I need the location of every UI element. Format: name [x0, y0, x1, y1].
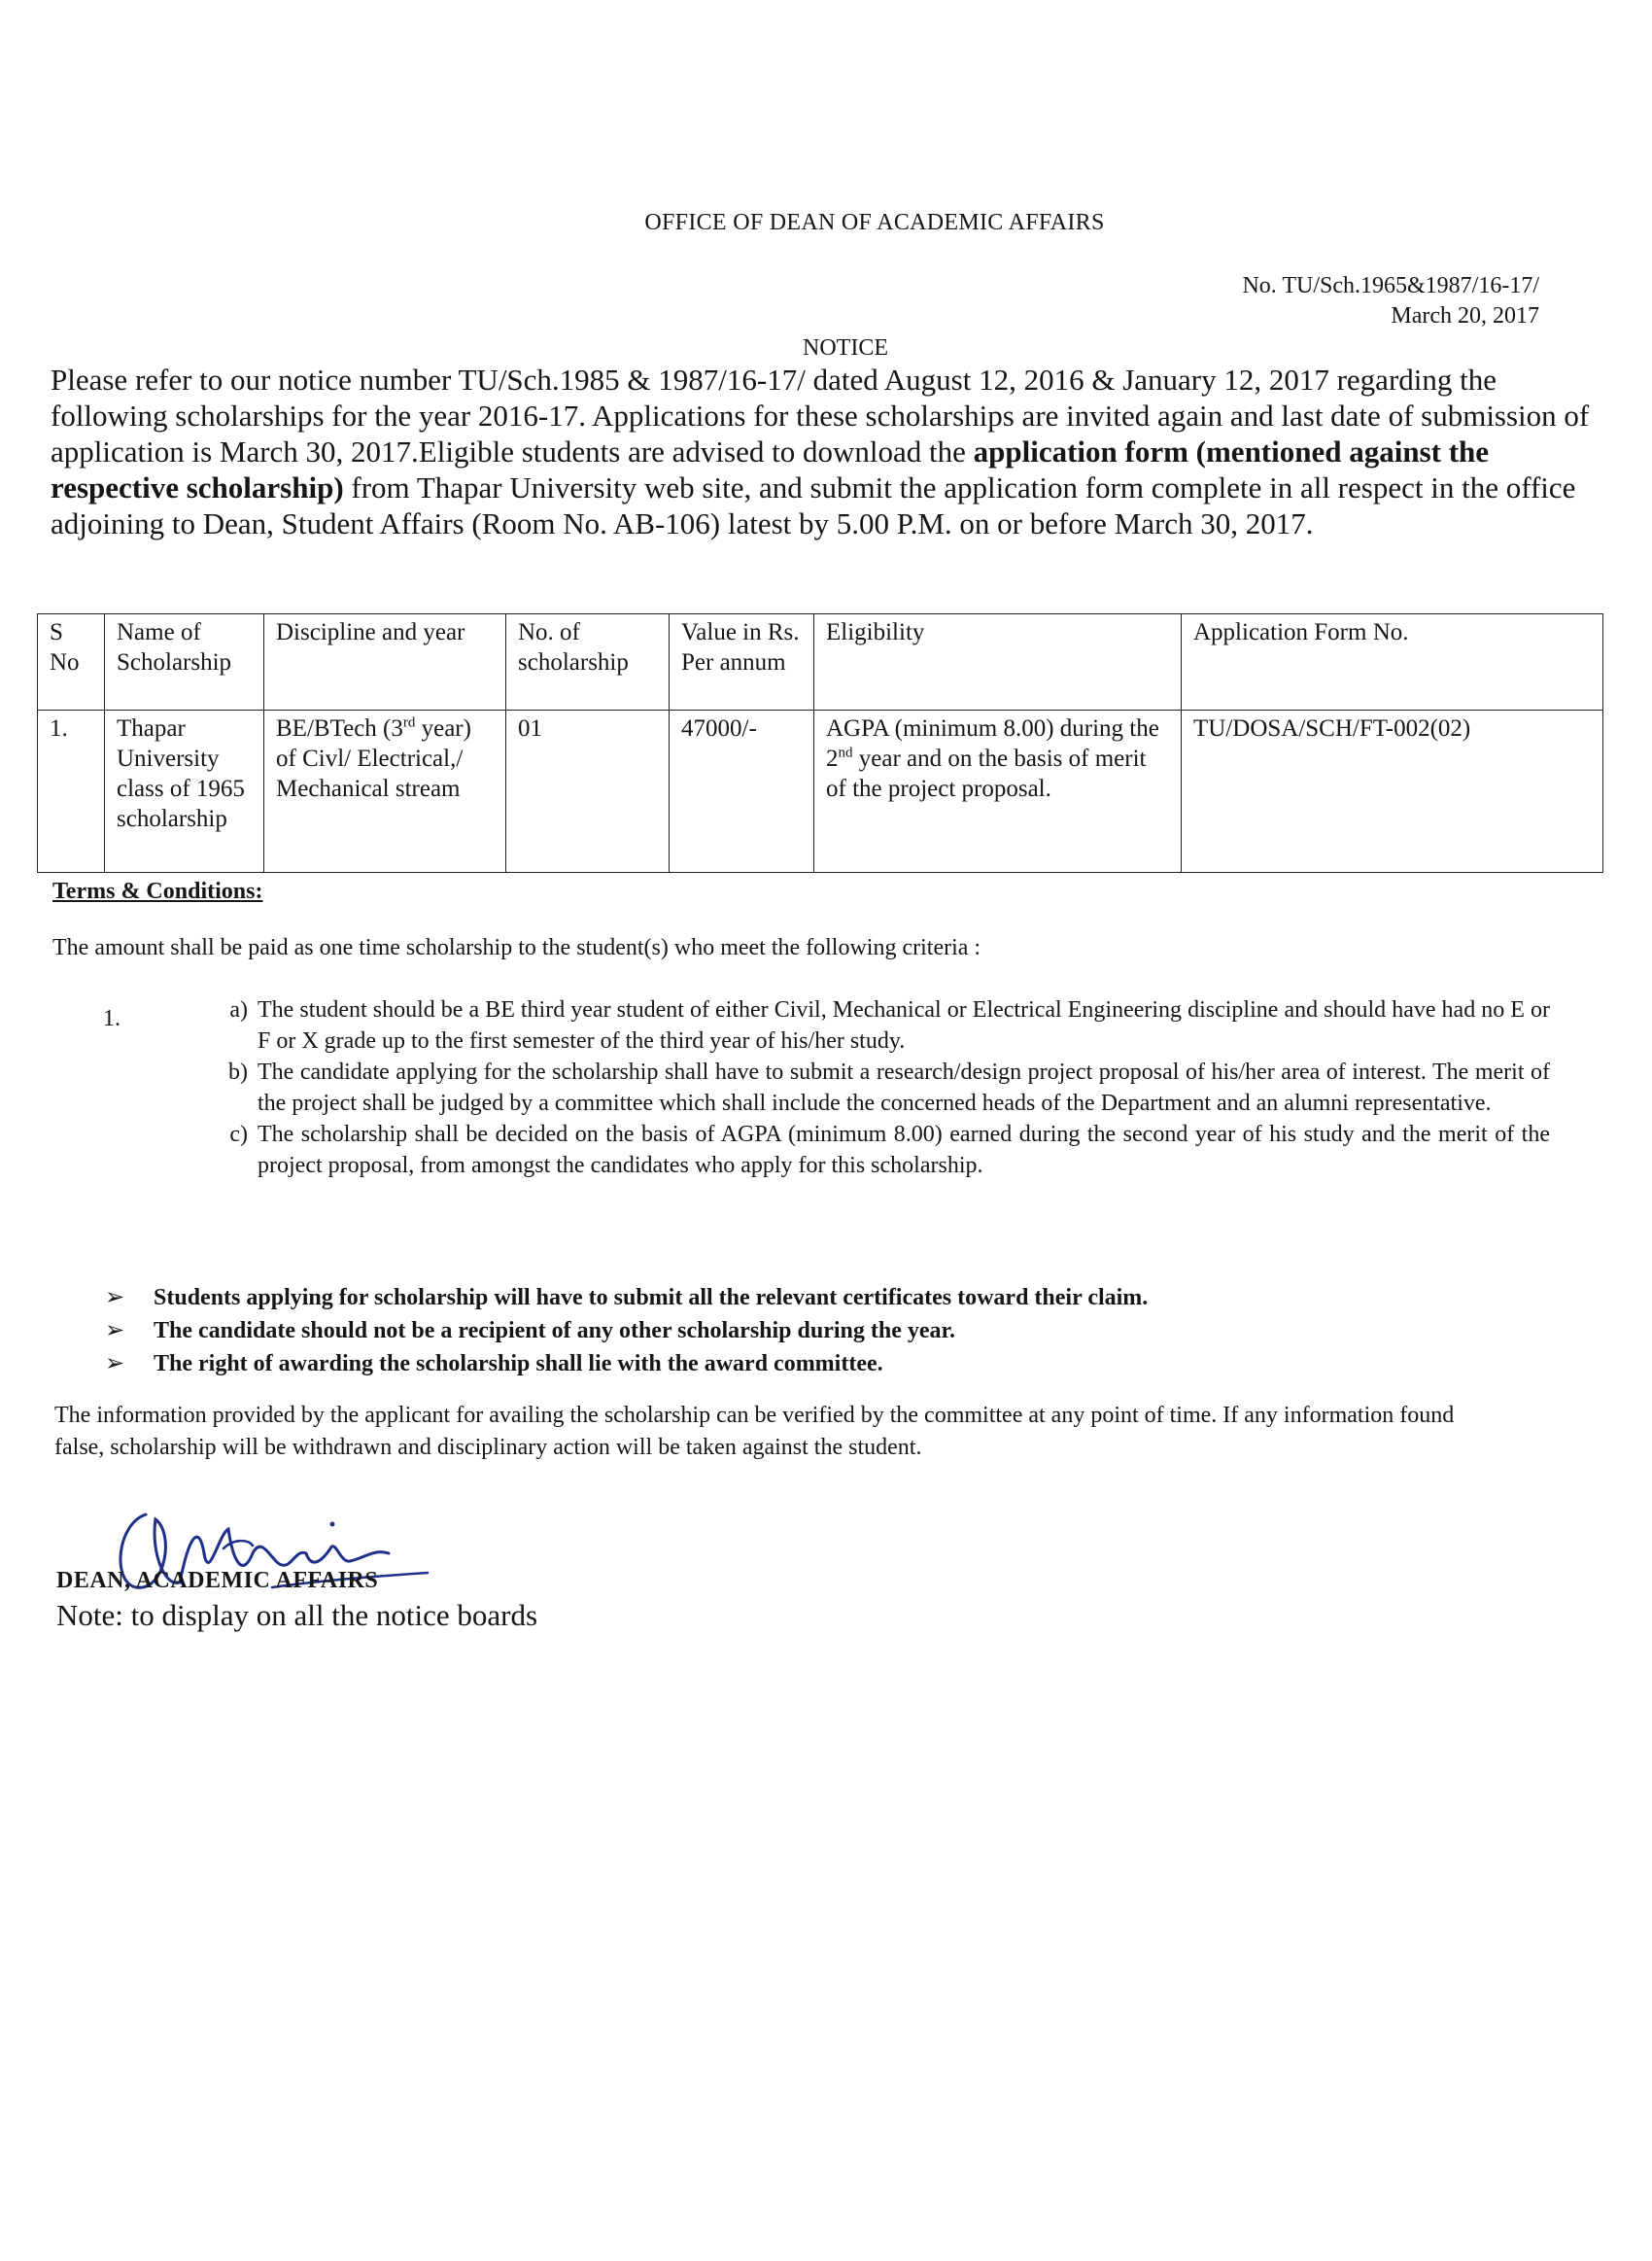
cell-eligibility: [814, 711, 1182, 873]
intro-text-1: Please refer to our notice number TU/Sch.1985 & 1987/16-17/ dated August 12, 2016 & January 12, 2017 regarding the following scholarships for the year 2016-17. Applications for these scholarships are invited again and last date of submission of application is March 30, 2017.Eligible students are advised to download the: [51, 363, 1590, 469]
signatory: DEAN, ACADEMIC AFFAIRS: [56, 1568, 379, 1593]
info-paragraph: The information provided by the applicant for availing the scholarship can be verified by the committee at any point of time. If any information found false, scholarship will be withdrawn and disciplinary action will be taken against the student.: [54, 1403, 1455, 1460]
scholarship-table: [37, 613, 1603, 873]
header-name: Name of Scholarship: [105, 614, 264, 711]
bullet-text: The candidate should not be a recipient of any other scholarship during the year.: [154, 1318, 955, 1343]
table-row: [38, 711, 1603, 873]
arrow-bullet-icon: ➢: [105, 1351, 125, 1376]
intro-text-2: from Thapar University web site, and submit the application form complete in all respect in the office adjoining to Dean, Student Affairs (Room No. AB-106) latest by 5.00 P.M. on or before March 30, 2017.: [51, 470, 1576, 540]
clause-c: [199, 1119, 1550, 1181]
discipline-text: BE/BTech (3: [276, 715, 403, 742]
reference-number: No. TU/Sch.1965&1987/16-17/: [1242, 273, 1539, 298]
clause-label: b): [228, 1060, 248, 1085]
clause-a: [199, 994, 1550, 1057]
cell-value: 47000/-: [670, 711, 814, 873]
list-item: [105, 1314, 1514, 1347]
clause-text: The candidate applying for the scholarship shall have to submit a research/design project proposal of his/her area of interest. The merit of the project shall be judged by a committee which shall include the concerned heads of the Department and an alumni representative.: [258, 1060, 1550, 1116]
clause-text: The scholarship shall be decided on the basis of AGPA (minimum 8.00) earned during the second year of his study and the merit of the project proposal, from amongst the candidates who apply for this scholarship.: [258, 1122, 1550, 1178]
intro-bold-text: application form (mentioned against the respective scholarship): [51, 435, 1490, 504]
eligibility-text: AGPA (minimum 8.00) during the 2: [826, 715, 1159, 772]
header-form: Application Form No.: [1182, 614, 1603, 711]
cell-name: Thapar University class of 1965 scholarship: [105, 711, 264, 873]
bullet-list: [105, 1281, 1514, 1380]
bullet-text: Students applying for scholarship will have to submit all the relevant certificates toward their claim.: [154, 1285, 1149, 1310]
reference-block: [1242, 271, 1539, 331]
list-item: [105, 1281, 1514, 1314]
cell-discipline: [264, 711, 506, 873]
clause-text: The student should be a BE third year student of either Civil, Mechanical or Electrical Engineering discipline and should have had no E or F or X grade up to the first semester of the third year of his/her study.: [258, 997, 1550, 1054]
cell-count: 01: [506, 711, 670, 873]
table-header-row: [38, 614, 1603, 711]
header-eligibility: Eligibility: [814, 614, 1182, 711]
clause-b: [199, 1057, 1550, 1119]
eligibility-sup: nd: [838, 745, 853, 761]
notice-title: NOTICE: [803, 335, 888, 361]
header-s-no: S No: [38, 614, 105, 711]
notice-date: March 20, 2017: [1391, 303, 1539, 329]
criteria-lead: The amount shall be paid as one time scholarship to the student(s) who meet the following criteria :: [52, 935, 981, 960]
cell-form: TU/DOSA/SCH/FT-002(02): [1182, 711, 1603, 873]
criteria-number: 1.: [103, 1006, 120, 1031]
eligibility-text-rest: year and on the basis of merit of the project proposal.: [826, 746, 1147, 802]
office-heading: OFFICE OF DEAN OF ACADEMIC AFFAIRS: [644, 210, 1105, 235]
header-discipline: Discipline and year: [264, 614, 506, 711]
discipline-sup: rd: [402, 714, 416, 731]
criteria-clauses: [199, 994, 1550, 1181]
list-item: [105, 1347, 1514, 1380]
arrow-bullet-icon: ➢: [105, 1285, 125, 1310]
terms-heading: Terms & Conditions:: [52, 879, 263, 904]
header-value: Value in Rs. Per annum: [670, 614, 814, 711]
clause-label: c): [229, 1122, 248, 1147]
arrow-bullet-icon: ➢: [105, 1318, 125, 1343]
header-count: No. of scholarship: [506, 614, 670, 711]
clause-label: a): [229, 997, 248, 1023]
cell-s-no: 1.: [38, 711, 105, 873]
discipline-text-rest: year) of Civl/ Electrical,/ Mechanical stream: [276, 715, 471, 802]
intro-paragraph: [51, 362, 1605, 541]
display-note: Note: to display on all the notice boards: [56, 1598, 538, 1632]
bullet-text: The right of awarding the scholarship shall lie with the award committee.: [154, 1351, 883, 1376]
